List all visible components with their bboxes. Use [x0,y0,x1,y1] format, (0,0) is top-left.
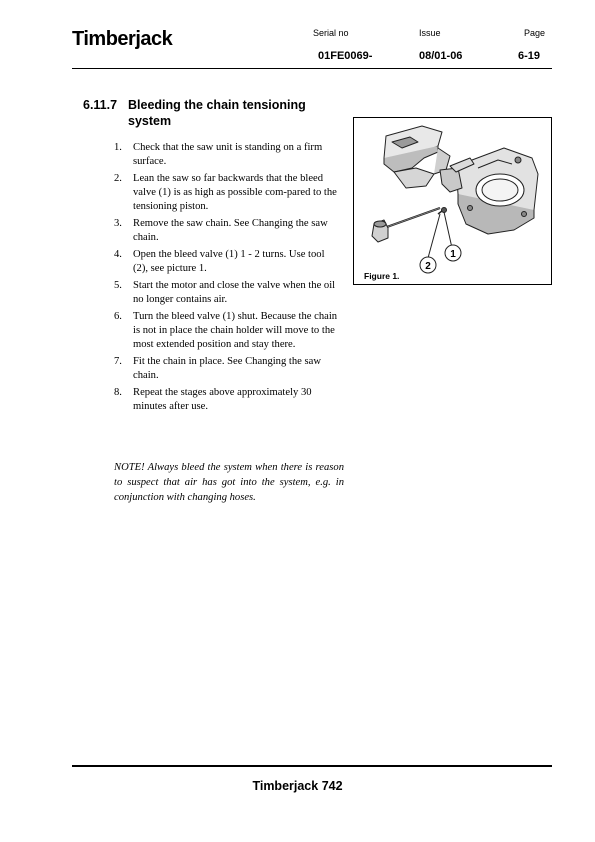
page-value: 6-19 [518,50,541,62]
step-number: 2. [114,173,122,184]
step-number: 4. [114,249,122,260]
step-text: Check that the saw unit is standing on a firm surface. [133,142,323,167]
footer-model: Timberjack 742 [252,779,343,793]
issue-value: 08/01-06 [419,50,463,62]
issue-label: Issue [419,28,441,38]
step-number: 1. [114,142,122,153]
step-text: Lean the saw so far backwards that the bleed valve (1) is as high as possible com-pared to the tensioning piston. [133,173,337,212]
step-item [114,172,342,214]
step-text: Remove the saw chain. See Changing the saw chain. [133,218,328,243]
page-label: Page [524,28,546,38]
callout-1-label: 1 [450,249,456,260]
step-item [114,248,342,276]
step-item [114,310,342,352]
step-text: Fit the chain in place. See Changing the saw chain. [133,356,321,381]
step-item [114,141,342,169]
section-title: Bleeding the chain tensioning system [128,98,306,128]
figure-caption: Figure 1. [364,271,400,281]
brand-logo: Timberjack [72,28,173,50]
steps-list [114,141,342,417]
step-item [114,217,342,245]
figure-1 [353,117,552,285]
step-number: 5. [114,280,122,291]
serial-label: Serial no [313,28,349,38]
callout-2-label: 2 [425,261,431,272]
step-number: 3. [114,218,122,229]
step-item [114,279,342,307]
step-text: Turn the bleed valve (1) shut. Because the chain is not in place the chain holder will move to the most extended position and stay there. [133,311,338,350]
step-number: 6. [114,311,122,322]
saw-unit-illustration [354,118,553,286]
callout-2 [420,257,436,273]
step-item [114,386,342,414]
section-heading [83,97,338,129]
note-text: NOTE! Always bleed the system when there is reason to suspect that air has got into the system, e.g. in conjunction with changing hoses. [114,462,344,503]
step-text: Start the motor and close the valve when the oil no longer contains air. [133,280,336,305]
serial-value: 01FE0069- [318,50,373,62]
step-item [114,355,342,383]
step-text: Open the bleed valve (1) 1 - 2 turns. Use tool (2), see picture 1. [133,249,325,274]
header-divider [72,68,552,69]
section-number: 6.11.7 [83,98,118,112]
step-text: Repeat the stages above approximately 30 minutes after use. [133,387,312,412]
footer-divider [72,765,552,767]
callout-1 [445,245,461,261]
step-number: 8. [114,387,122,398]
step-number: 7. [114,356,122,367]
